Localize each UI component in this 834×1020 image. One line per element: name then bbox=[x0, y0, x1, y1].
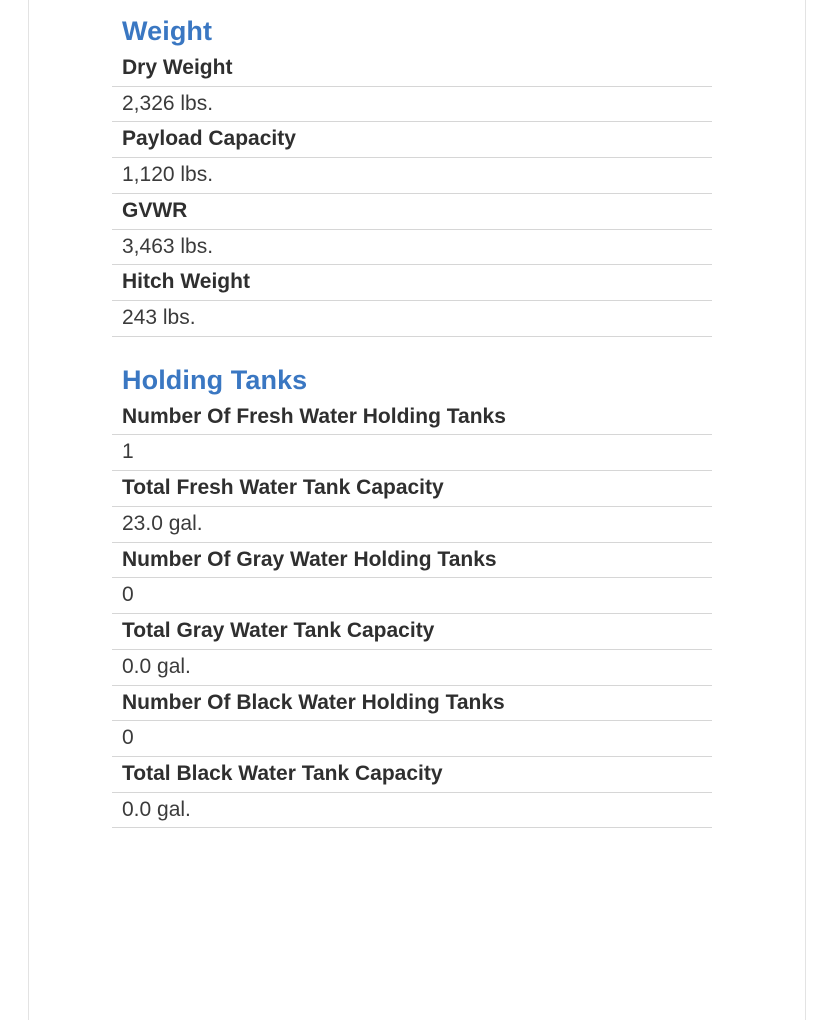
table-row bbox=[112, 614, 712, 650]
spec-label: Total Black Water Tank Capacity bbox=[112, 756, 712, 792]
spec-label: Number Of Gray Water Holding Tanks bbox=[112, 542, 712, 578]
spec-value: 243 lbs. bbox=[112, 301, 712, 337]
spec-label: Payload Capacity bbox=[112, 122, 712, 158]
table-row bbox=[112, 578, 712, 614]
table-row bbox=[112, 471, 712, 507]
spec-label: Dry Weight bbox=[112, 51, 712, 86]
left-gutter-rule bbox=[28, 0, 29, 1020]
spec-label: Total Fresh Water Tank Capacity bbox=[112, 471, 712, 507]
table-row bbox=[112, 400, 712, 435]
spec-value: 3,463 lbs. bbox=[112, 229, 712, 265]
spec-table-weight bbox=[112, 51, 712, 337]
table-row bbox=[112, 542, 712, 578]
spec-value: 1 bbox=[112, 435, 712, 471]
spec-value: 0.0 gal. bbox=[112, 649, 712, 685]
table-row bbox=[112, 158, 712, 194]
spec-value: 0.0 gal. bbox=[112, 792, 712, 828]
spec-table-holding-tanks bbox=[112, 400, 712, 829]
table-row bbox=[112, 721, 712, 757]
table-row bbox=[112, 51, 712, 86]
spec-value: 1,120 lbs. bbox=[112, 158, 712, 194]
table-row bbox=[112, 792, 712, 828]
table-row bbox=[112, 301, 712, 337]
table-row bbox=[112, 506, 712, 542]
spec-label: Number Of Black Water Holding Tanks bbox=[112, 685, 712, 721]
specs-content bbox=[112, 0, 712, 828]
spec-label: Number Of Fresh Water Holding Tanks bbox=[112, 400, 712, 435]
section-title-holding-tanks: Holding Tanks bbox=[122, 364, 308, 395]
spec-label: Total Gray Water Tank Capacity bbox=[112, 614, 712, 650]
table-row bbox=[112, 265, 712, 301]
right-gutter-rule bbox=[805, 0, 806, 1020]
spec-value: 0 bbox=[112, 578, 712, 614]
spec-value: 0 bbox=[112, 721, 712, 757]
table-row bbox=[112, 193, 712, 229]
table-row bbox=[112, 756, 712, 792]
spec-label: Hitch Weight bbox=[112, 265, 712, 301]
table-row bbox=[112, 86, 712, 122]
table-row bbox=[112, 229, 712, 265]
spec-label: GVWR bbox=[112, 193, 712, 229]
spec-value: 2,326 lbs. bbox=[112, 86, 712, 122]
section-title-weight: Weight bbox=[122, 16, 213, 46]
table-row bbox=[112, 435, 712, 471]
table-row bbox=[112, 122, 712, 158]
spec-value: 23.0 gal. bbox=[112, 506, 712, 542]
section-spacer bbox=[112, 337, 712, 351]
table-row bbox=[112, 649, 712, 685]
table-row bbox=[112, 685, 712, 721]
